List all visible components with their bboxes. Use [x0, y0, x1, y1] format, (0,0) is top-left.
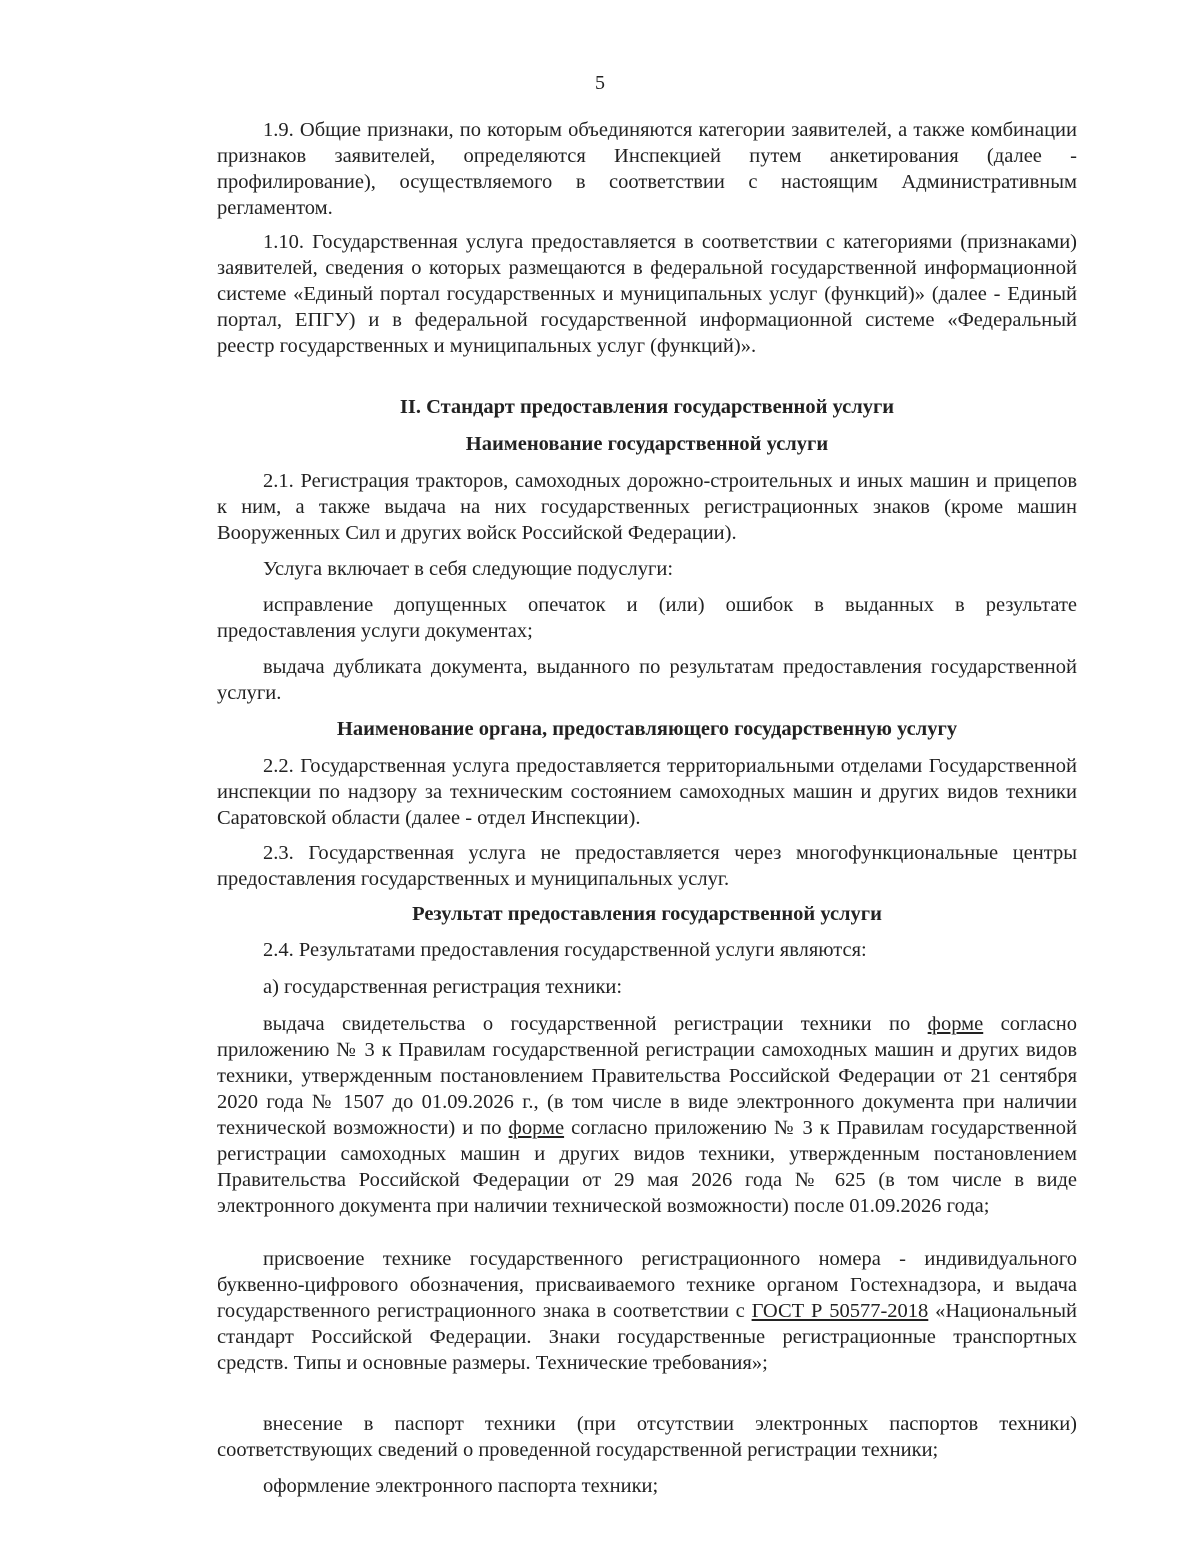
paragraph-passport: внесение в паспорт техники (при отсутствии электронных паспортов техники) соответствующих сведений о проведенной государственной регистрации техники;: [217, 1413, 1077, 1461]
paragraph-2-4: 2.4. Результатами предоставления государственной услуги являются:: [263, 939, 867, 961]
paragraph-1-9: 1.9. Общие признаки, по которым объединяются категории заявителей, а также комбинации признаков заявителей, определяются Инспекцией путем анкетирования (далее - профилирование), осуществляемого в соответствии с настоящим Административным регламентом.: [217, 119, 1077, 219]
section-heading: II. Стандарт предоставления государственной услуги: [399, 396, 895, 418]
page-number: 5: [595, 72, 605, 94]
gost-link[interactable]: ГОСТ Р 50577-2018: [751, 1300, 929, 1322]
paragraph-e-passport: оформление электронного паспорта техники;: [263, 1475, 659, 1497]
paragraph-2-1: 2.1. Регистрация тракторов, самоходных дорожно-строительных и иных машин и прицепов к ним, а также выдача на них государственных регистрационных знаков (кроме машин Вооруженных Сил и других войск Российской Федерации).: [217, 470, 1077, 544]
paragraph-2-2: 2.2. Государственная услуга предоставляется территориальными отделами Государственной инспекции по надзору за техническим состоянием самоходных машин и других видов техники Саратовской области (далее - отдел Инспекции).: [217, 755, 1077, 829]
paragraph-reg-number: присвоение технике государственного регистрационного номера - индивидуального буквенно-цифрового обозначения, присваиваемого технике органом Гостехнадзора, и выдача государственного регистрационного знака в соответствии с ГОСТ Р 50577-2018 «Национальный стандарт Российской Федерации. Знаки государственные регистрационные транспортных средств. Типы и основные размеры. Технические требования»;: [217, 1248, 1077, 1374]
paragraph-registration: а) государственная регистрация техники:: [263, 976, 623, 998]
heading-service-name: Наименование государственной услуги: [465, 433, 829, 455]
paragraph-subservices: Услуга включает в себя следующие подуслуги:: [263, 558, 674, 580]
paragraph-1-10: 1.10. Государственная услуга предоставляется в соответствии с категориями (признаками) заявителей, сведения о которых размещаются в федеральной государственной информационной системе «Единый портал государственных и муниципальных услуг (функций)» (далее - Единый портал, ЕПГУ) и в федеральной государственной информационной системе «Федеральный реестр государственных и муниципальных услуг (функций)».: [217, 231, 1077, 357]
heading-result: Результат предоставления государственной услуги: [412, 903, 882, 925]
paragraph-2-3: 2.3. Государственная услуга не предоставляется через многофункциональные центры предоставления государственных и муниципальных услуг.: [217, 842, 1077, 890]
heading-organ: Наименование органа, предоставляющего государственную услугу: [336, 718, 958, 740]
paragraph-subservice-2: выдача дубликата документа, выданного по результатам предоставления государственной услуги.: [217, 656, 1077, 704]
form-link-1[interactable]: форме: [927, 1013, 984, 1035]
form-link-2[interactable]: форме: [508, 1117, 565, 1139]
paragraph-subservice-1: исправление допущенных опечаток и (или) ошибок в выданных в результате предоставления услуги документах;: [217, 594, 1077, 642]
paragraph-certificate: выдача свидетельства о государственной регистрации техники по форме согласно приложению № 3 к Правилам государственной регистрации самоходных машин и других видов техники, утвержденным постановлением Правительства Российской Федерации от 21 сентября 2020 года № 1507 до 01.09.2026 г., (в том числе в виде электронного документа при наличии технической возможности) и по форме согласно приложению № 3 к Правилам государственной регистрации самоходных машин и других видов техники, утвержденным постановлением Правительства Российской Федерации от 29 мая 2026 года № 625 (в том числе в виде электронного документа при наличии технической возможности) после 01.09.2026 года;: [217, 1013, 1077, 1217]
